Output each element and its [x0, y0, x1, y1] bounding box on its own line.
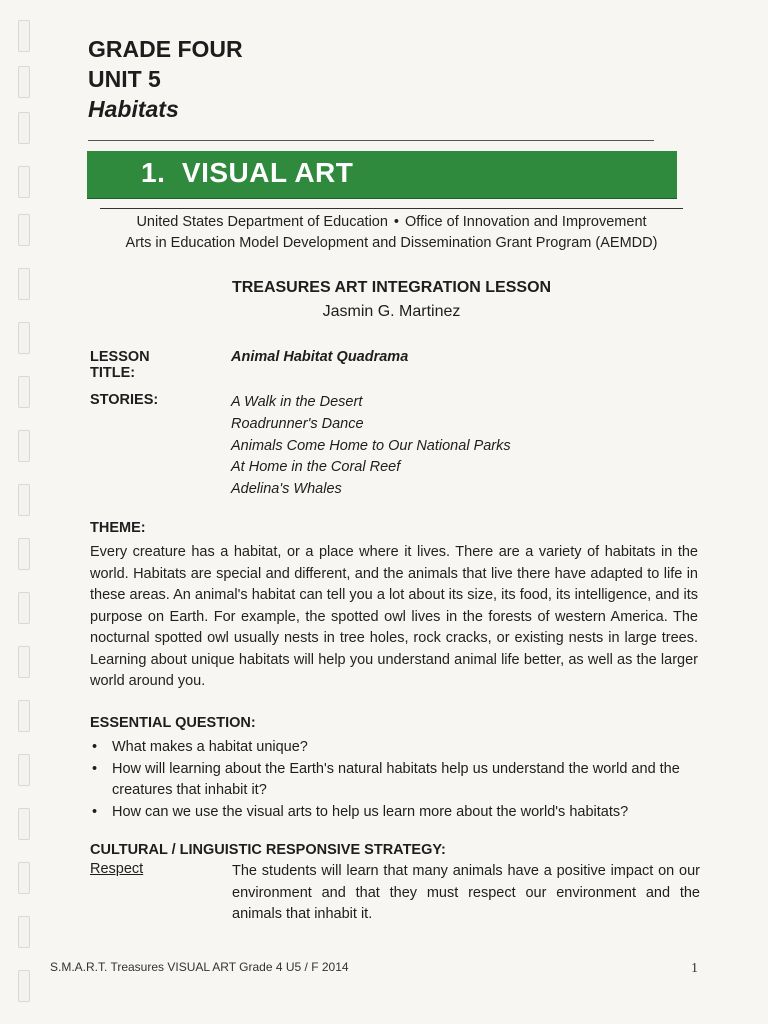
question-item	[90, 737, 700, 759]
header-divider	[88, 140, 654, 141]
essential-question-list	[90, 737, 700, 823]
story-item: Roadrunner's Dance	[231, 415, 364, 432]
lesson-author: Jasmin G. Martinez	[322, 303, 461, 320]
bullet-icon: •	[92, 760, 98, 777]
binder-hole	[18, 166, 30, 198]
theme-paragraph: Every creature has a habitat, or a place where it lives. There are a variety of habitats in the world. Habitats are special and different, and the animals that live there have adapted to life in these areas. An animal's habitat can tell you a lot about its size, its food, its intelligence, and its purpose on Earth. For example, the spotted owl lives in the forests of western America. The nocturnal spotted owl usually nests in tree holes, rock cracks, or existing nests in large trees. Learning about unique habitats will help you understand animal life better, as well as the larger world around you.	[90, 544, 698, 689]
essential-question-heading: ESSENTIAL QUESTION:	[90, 715, 256, 731]
binder-hole	[18, 646, 30, 678]
stories-label: STORIES:	[90, 392, 159, 408]
theme-heading: THEME:	[90, 520, 146, 536]
topic-heading: Habitats	[88, 96, 179, 122]
binder-hole	[18, 538, 30, 570]
binder-hole	[18, 484, 30, 516]
question-text: What makes a habitat unique?	[112, 739, 308, 755]
unit-heading: UNIT 5	[88, 66, 161, 92]
lesson-header	[100, 278, 683, 324]
stories-list	[231, 392, 511, 501]
binder-hole	[18, 20, 30, 52]
office-name: Office of Innovation and Improvement	[405, 214, 647, 230]
binder-hole	[18, 268, 30, 300]
story-item: At Home in the Coral Reef	[231, 459, 401, 476]
story-item: A Walk in the Desert	[231, 394, 363, 410]
banner-divider	[100, 208, 683, 209]
binder-hole	[18, 430, 30, 462]
department-block	[100, 212, 683, 254]
section-banner	[87, 151, 677, 198]
binder-hole	[18, 700, 30, 732]
binder-hole	[18, 592, 30, 624]
question-text: How can we use the visual arts to help us learn more about the world's habitats?	[112, 803, 629, 820]
lesson-title-label: LESSON TITLE:	[90, 349, 150, 381]
binder-hole	[18, 112, 30, 144]
lesson-title-value: Animal Habitat Quadrama	[231, 349, 409, 365]
binder-hole	[18, 754, 30, 786]
story-item: Animals Come Home to Our National Parks	[231, 437, 511, 454]
binder-hole	[18, 322, 30, 354]
page-number: 1	[691, 961, 698, 976]
binder-hole	[18, 66, 30, 98]
department-separator: •	[393, 214, 399, 230]
grade-heading: GRADE FOUR	[88, 36, 243, 62]
cultural-strategy-heading: CULTURAL / LINGUISTIC RESPONSIVE STRATEGY:	[90, 842, 446, 858]
bullet-icon: •	[92, 739, 98, 755]
question-item	[90, 759, 700, 802]
stories-list-wrapper	[231, 392, 511, 501]
document-header	[88, 34, 243, 124]
bullet-icon: •	[92, 803, 98, 820]
binder-holes	[14, 0, 38, 1024]
department-line-1	[100, 212, 683, 233]
banner-title: 1. VISUAL ART	[141, 157, 354, 188]
binder-hole	[18, 808, 30, 840]
page-footer: S.M.A.R.T. Treasures VISUAL ART Grade 4 U5 / F 2014	[50, 960, 349, 974]
department-name: United States Department of Education	[136, 214, 388, 230]
lesson-header-title: TREASURES ART INTEGRATION LESSON	[231, 279, 552, 296]
binder-hole	[18, 862, 30, 894]
respect-label: Respect	[90, 861, 144, 877]
story-item: Adelina's Whales	[231, 481, 342, 498]
question-text: How will learning about the Earth's natural habitats help us understand the world and the creatures that inhabit it?	[112, 760, 680, 798]
binder-hole	[18, 916, 30, 948]
department-line-2: Arts in Education Model Development and Dissemination Grant Program (AEMDD)	[125, 235, 658, 251]
binder-hole	[18, 214, 30, 246]
respect-description: The students will learn that many animals have a positive impact on our environment and that they must respect our environment and the animals that inhabit it.	[232, 863, 700, 922]
binder-hole	[18, 376, 30, 408]
binder-hole	[18, 970, 30, 1002]
question-item	[90, 802, 700, 824]
